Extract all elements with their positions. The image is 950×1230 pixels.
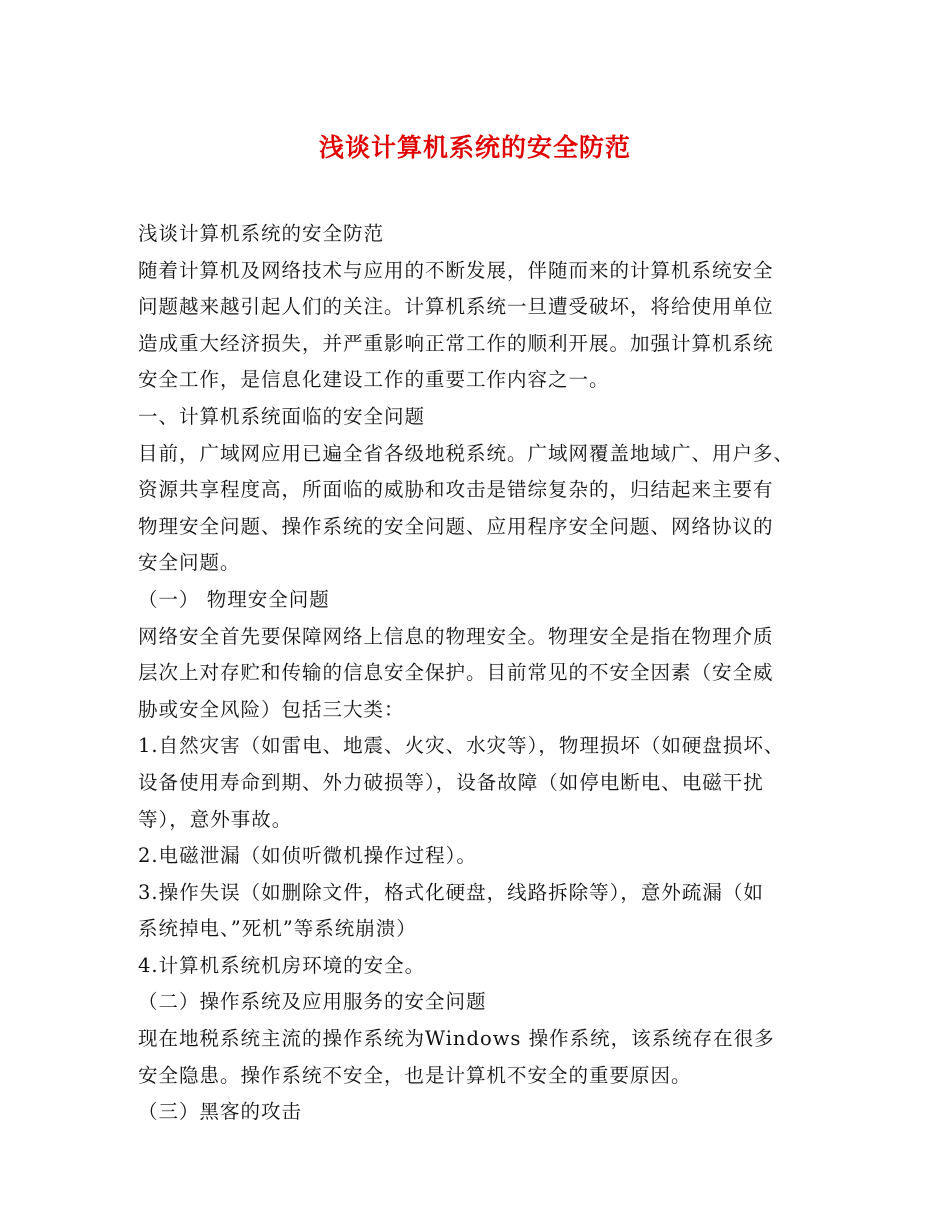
text-line: （二）操作系统及应用服务的安全问题 (138, 990, 487, 1014)
text-line: 等），意外事故。 (138, 807, 293, 831)
text-line: 胁或安全风险）包括三大类： (138, 697, 405, 721)
text-line: （三）黑客的攻击 (138, 1100, 303, 1124)
text-line: （一） 物理安全问题 (138, 587, 330, 611)
text-line: 2.电磁泄漏（如侦听微机操作过程）。 (138, 844, 477, 868)
text-line: 1.自然灾害（如雷电、地震、火灾、水灾等），物理损坏（如硬盘损坏、 (138, 734, 785, 758)
text-line: 资源共享程度高，所面临的威胁和攻击是错综复杂的，归结起来主要有 (138, 478, 774, 502)
text-line: 造成重大经济损失，并严重影响正常工作的顺利开展。加强计算机系统 (138, 331, 774, 355)
text-line: 现在地税系统主流的操作系统为Windows 操作系统，该系统存在很多 (138, 1027, 775, 1051)
text-line: 设备使用寿命到期、外力破损等），设备故障（如停电断电、电磁干扰 (138, 770, 764, 794)
document-body (138, 216, 828, 1131)
text-line: 随着计算机及网络技术与应用的不断发展，伴随而来的计算机系统安全 (138, 258, 774, 282)
document-title: 浅谈计算机系统的安全防范 (318, 133, 631, 162)
text-line: 浅谈计算机系统的安全防范 (138, 222, 385, 245)
text-line: 安全工作，是信息化建设工作的重要工作内容之一。 (138, 368, 610, 392)
text-line: 目前，广域网应用已遍全省各级地税系统。广域网覆盖地域广、用户多、 (138, 441, 795, 465)
text-line: 3.操作失误（如删除文件，格式化硬盘，线路拆除等），意外疏漏（如 (138, 880, 764, 904)
text-line: 物理安全问题、操作系统的安全问题、应用程序安全问题、网络协议的 (138, 514, 774, 538)
text-line: 安全隐患。操作系统不安全，也是计算机不安全的重要原因。 (138, 1063, 692, 1087)
text-line: 层次上对存贮和传输的信息安全保护。目前常见的不安全因素（安全威 (138, 661, 774, 685)
text-line: 系统掉电、”死机”等系统崩溃） (138, 917, 417, 941)
text-line: 问题越来越引起人们的关注。计算机系统一旦遭受破坏，将给使用单位 (138, 295, 774, 319)
text-line: 网络安全首先要保障网络上信息的物理安全。物理安全是指在物理介质 (138, 624, 774, 648)
text-line: 一、计算机系统面临的安全问题 (138, 404, 426, 428)
text-line: 4.计算机系统机房环境的安全。 (138, 953, 426, 977)
text-line: 安全问题。 (138, 551, 241, 575)
